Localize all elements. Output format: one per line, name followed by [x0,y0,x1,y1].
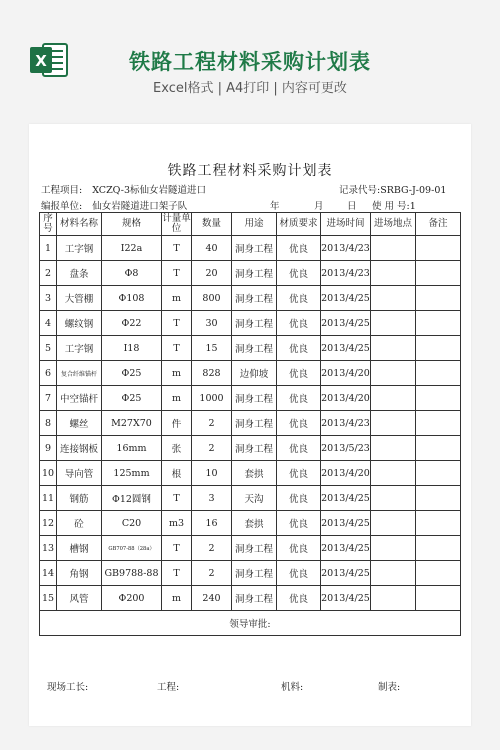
cell-remark [416,411,461,436]
cell-use: 套拱 [232,511,277,536]
cell-quality: 优良 [277,436,321,461]
cell-time: 2013/5/23 [321,436,371,461]
cell-remark [416,536,461,561]
cell-place [371,411,416,436]
cell-qty: 240 [192,586,232,611]
cell-name: 槽钢 [57,536,102,561]
cell-use: 天沟 [232,486,277,511]
cell-unit: T [162,536,192,561]
cell-quality: 优良 [277,561,321,586]
cell-seq: 11 [40,486,57,511]
cell-quality: 优良 [277,236,321,261]
cell-unit: m [162,586,192,611]
cell-seq: 2 [40,261,57,286]
cell-seq: 7 [40,386,57,411]
document-page [29,124,471,726]
unit-info [41,198,187,212]
cell-place [371,236,416,261]
cell-spec: Φ12圆钢 [102,486,162,511]
cell-unit: m [162,386,192,411]
header-name: 材料名称 [57,213,102,236]
banner-title: 铁路工程材料采购计划表 [129,50,371,74]
cell-spec: I18 [102,336,162,361]
header-place: 进场地点 [371,213,416,236]
cell-unit: T [162,261,192,286]
cell-spec: Φ200 [102,586,162,611]
cell-unit: 张 [162,436,192,461]
cell-time: 2013/4/25 [321,336,371,361]
cell-spec: I22a [102,236,162,261]
cell-use: 洞身工程 [232,386,277,411]
cell-remark [416,236,461,261]
cell-remark [416,561,461,586]
cell-time: 2013/4/20 [321,386,371,411]
header-seq: 序号 [40,213,57,236]
cell-quality: 优良 [277,461,321,486]
cell-use: 洞身工程 [232,286,277,311]
cell-time: 2013/4/25 [321,486,371,511]
cell-seq: 14 [40,561,57,586]
table-row [40,311,461,336]
cell-quality: 优良 [277,586,321,611]
cell-time: 2013/4/25 [321,536,371,561]
cell-use: 洞身工程 [232,236,277,261]
project-label: 工程项目: [41,185,83,196]
footer-preparer: 制表: [378,682,401,693]
cell-spec: M27X70 [102,411,162,436]
cell-quality: 优良 [277,536,321,561]
cell-time: 2013/4/23 [321,261,371,286]
cell-qty: 16 [192,511,232,536]
cell-time: 2013/4/23 [321,411,371,436]
project-info [41,182,206,196]
cell-unit: m [162,286,192,311]
cell-remark [416,461,461,486]
cell-unit: T [162,336,192,361]
cell-unit: T [162,311,192,336]
cell-seq: 4 [40,311,57,336]
cell-place [371,486,416,511]
cell-unit: 根 [162,461,192,486]
cell-name: 中空锚杆 [57,386,102,411]
approval-cell [40,611,461,636]
cell-name: 钢筋 [57,486,102,511]
cell-place [371,311,416,336]
cell-qty: 40 [192,236,232,261]
cell-qty: 2 [192,411,232,436]
cell-use: 套拱 [232,461,277,486]
cell-place [371,511,416,536]
usage-value: 1 [409,201,416,212]
cell-quality: 优良 [277,286,321,311]
cell-remark [416,486,461,511]
unit-label: 编报单位: [41,201,83,212]
unit-value: 仙女岩隧道进口架子队 [92,201,188,212]
record-info [339,182,446,196]
date-month-label: 月 [314,201,324,212]
cell-seq: 9 [40,436,57,461]
header-time: 进场时间 [321,213,371,236]
cell-spec: Φ108 [102,286,162,311]
cell-remark [416,436,461,461]
table-row [40,336,461,361]
cell-remark [416,286,461,311]
cell-seq: 5 [40,336,57,361]
table-header-row [40,213,461,236]
cell-use: 洞身工程 [232,586,277,611]
cell-qty: 3 [192,486,232,511]
footer-engineer: 工程: [157,682,180,693]
cell-place [371,536,416,561]
banner-subtitle: Excel格式 | A4打印 | 内容可更改 [153,81,347,96]
record-label: 记录代号: [339,185,381,196]
usage-info [372,198,416,212]
table-row [40,236,461,261]
cell-unit: T [162,486,192,511]
cell-remark [416,386,461,411]
cell-time: 2013/4/25 [321,311,371,336]
table-row [40,361,461,386]
cell-remark [416,511,461,536]
cell-qty: 828 [192,361,232,386]
cell-remark [416,336,461,361]
footer-site-chief: 现场工长: [47,682,89,693]
cell-spec: Φ25 [102,361,162,386]
cell-remark [416,586,461,611]
cell-use: 洞身工程 [232,536,277,561]
cell-place [371,261,416,286]
cell-seq: 13 [40,536,57,561]
table-row [40,411,461,436]
cell-spec: GB9788-88 [102,561,162,586]
cell-use: 边仰坡 [232,361,277,386]
cell-place [371,436,416,461]
cell-name: 复合纤维锚杆 [57,361,102,386]
cell-seq: 3 [40,286,57,311]
cell-remark [416,261,461,286]
cell-quality: 优良 [277,261,321,286]
cell-time: 2013/4/20 [321,361,371,386]
cell-quality: 优良 [277,386,321,411]
cell-time: 2013/4/20 [321,461,371,486]
cell-place [371,336,416,361]
cell-quality: 优良 [277,486,321,511]
cell-time: 2013/4/25 [321,561,371,586]
cell-quality: 优良 [277,411,321,436]
cell-unit: T [162,561,192,586]
excel-icon-letter: X [35,52,47,70]
header-use: 用途 [232,213,277,236]
cell-place [371,361,416,386]
cell-qty: 10 [192,461,232,486]
cell-spec: C20 [102,511,162,536]
cell-name: 风管 [57,586,102,611]
cell-use: 洞身工程 [232,436,277,461]
cell-spec: GB707-88（28a） [102,536,162,561]
cell-place [371,386,416,411]
cell-place [371,461,416,486]
cell-qty: 30 [192,311,232,336]
cell-spec: Φ25 [102,386,162,411]
cell-name: 螺纹钢 [57,311,102,336]
cell-place [371,286,416,311]
cell-name: 大管棚 [57,286,102,311]
cell-qty: 2 [192,561,232,586]
cell-use: 洞身工程 [232,561,277,586]
cell-unit: m [162,361,192,386]
table-row [40,586,461,611]
cell-name: 工字钢 [57,336,102,361]
cell-unit: m3 [162,511,192,536]
table-row [40,436,461,461]
cell-use: 洞身工程 [232,311,277,336]
cell-unit: 件 [162,411,192,436]
cell-time: 2013/4/25 [321,286,371,311]
cell-place [371,561,416,586]
cell-use: 洞身工程 [232,411,277,436]
cell-spec: 16mm [102,436,162,461]
cell-spec: Φ8 [102,261,162,286]
table-row [40,286,461,311]
table-row [40,386,461,411]
table-row [40,561,461,586]
cell-unit: T [162,236,192,261]
cell-remark [416,361,461,386]
cell-seq: 15 [40,586,57,611]
cell-seq: 12 [40,511,57,536]
table-row [40,511,461,536]
cell-qty: 2 [192,436,232,461]
cell-quality: 优良 [277,361,321,386]
document-title: 铁路工程材料采购计划表 [167,163,333,179]
cell-time: 2013/4/25 [321,511,371,536]
material-table [39,212,461,636]
header-unit: 计量单位 [162,213,191,234]
cell-qty: 15 [192,336,232,361]
cell-name: 盘条 [57,261,102,286]
header-qty: 数量 [192,213,232,236]
cell-seq: 6 [40,361,57,386]
record-value: SRBG-J-09-01 [380,185,447,196]
cell-spec: Φ22 [102,311,162,336]
cell-seq: 1 [40,236,57,261]
project-value: XCZQ-3标仙女岩隧道进口 [92,185,207,196]
cell-name: 连接钢板 [57,436,102,461]
cell-quality: 优良 [277,511,321,536]
cell-time: 2013/4/25 [321,586,371,611]
cell-seq: 8 [40,411,57,436]
cell-name: 导向管 [57,461,102,486]
usage-label: 使 用 号: [372,201,410,212]
table-row [40,261,461,286]
cell-qty: 20 [192,261,232,286]
cell-quality: 优良 [277,311,321,336]
header-banner [0,0,500,120]
cell-qty: 2 [192,536,232,561]
header-remark: 备注 [416,213,461,236]
cell-qty: 1000 [192,386,232,411]
header-spec: 规格 [102,213,162,236]
cell-qty: 800 [192,286,232,311]
cell-remark [416,311,461,336]
table-body [40,236,461,611]
approval-label: 领导审批: [229,619,271,630]
cell-seq: 10 [40,461,57,486]
cell-name: 螺丝 [57,411,102,436]
table-row [40,536,461,561]
cell-name: 角钢 [57,561,102,586]
cell-use: 洞身工程 [232,336,277,361]
table-row [40,486,461,511]
cell-spec: 125mm [102,461,162,486]
approval-row [40,611,461,636]
table-row [40,461,461,486]
header-quality: 材质要求 [277,213,321,236]
cell-quality: 优良 [277,336,321,361]
date-year-label: 年 [270,201,280,212]
cell-place [371,586,416,611]
date-day-label: 日 [347,201,357,212]
cell-time: 2013/4/23 [321,236,371,261]
cell-name: 工字钢 [57,236,102,261]
footer-material: 机料: [281,682,304,693]
cell-use: 洞身工程 [232,261,277,286]
cell-name: 砼 [57,511,102,536]
